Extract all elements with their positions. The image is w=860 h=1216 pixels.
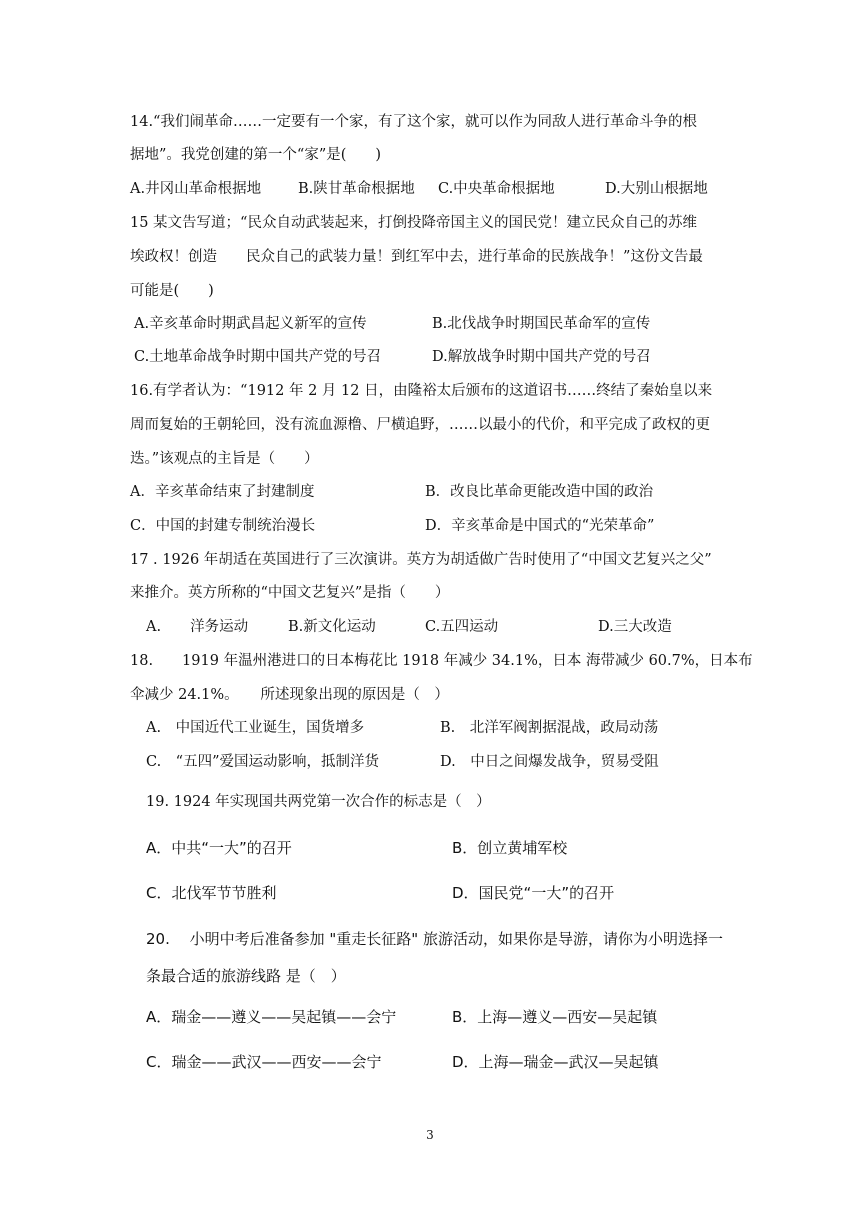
q19-option-c: C．北伐军节节胜利: [146, 884, 277, 902]
q20-stem-line-1: 20. 小明中考后准备参加 "重走长征路" 旅游活动，如果你是导游，请你为小明选择一: [146, 930, 723, 948]
q17-option-c: C.五四运动: [425, 619, 499, 635]
q19-option-b: B．创立黄埔军校: [452, 839, 568, 857]
q16-option-a: A．辛亥革命结束了封建制度: [130, 484, 315, 500]
q19-option-a: A．中共“一大”的召开: [146, 839, 292, 857]
q14-option-c: C.中央革命根据地: [438, 181, 555, 197]
q15-stem-line-3: 可能是( ): [130, 283, 214, 299]
q16-option-b: B．改良比革命更能改造中国的政治: [425, 484, 654, 500]
q18-option-b: B. 北洋军阀割据混战，政局动荡: [440, 720, 659, 736]
q14-option-b: B.陕甘革命根据地: [298, 181, 415, 197]
q19-stem-line-1: 19. 1924 年实现国共两党第一次合作的标志是（ ）: [146, 794, 491, 810]
q15-option-c: C.土地革命战争时期中国共产党的号召: [134, 349, 382, 365]
q14-stem-line-1: 14.“我们闹革命……一定要有一个家，有了这个家，就可以作为同敌人进行革命斗争的根: [130, 114, 697, 130]
q20-stem-line-2: 条最合适的旅游线路 是（ ）: [146, 967, 346, 985]
q20-option-d: D．上海—瑞金—武汉—吴起镇: [452, 1053, 659, 1071]
q14-option-a: A.井冈山革命根据地: [130, 181, 262, 197]
q17-stem-line-2: 来推介。英方所称的“中国文艺复兴”是指（ ）: [130, 585, 450, 601]
q20-option-c: C．瑞金——武汉——西安——会宁: [146, 1053, 382, 1071]
q17-option-d: D.三大改造: [598, 619, 672, 635]
q14-stem-line-2: 据地”。我党创建的第一个“家”是( ): [130, 147, 382, 163]
q17-option-a: A. 洋务运动: [146, 619, 249, 635]
q18-stem-line-2: 伞减少 24.1%。 所述现象出现的原因是（ ）: [130, 687, 449, 703]
q16-stem-line-3: 迭。”该观点的主旨是（ ）: [130, 451, 319, 467]
q16-option-d: D．辛亥革命是中国式的“光荣革命”: [425, 518, 655, 534]
q20-option-b: B．上海—遵义—西安—吴起镇: [452, 1008, 658, 1026]
q16-option-c: C．中国的封建专制统治漫长: [130, 518, 316, 534]
q15-option-d: D.解放战争时期中国共产党的号召: [432, 349, 651, 365]
q18-option-d: D. 中日之间爆发战争，贸易受阻: [440, 754, 659, 770]
q18-stem-line-1: 18. 1919 年温州港进口的日本梅花比 1918 年减少 34.1%，日本 海带减少 60.7%，日本布: [130, 653, 753, 669]
q18-option-a: A. 中国近代工业诞生，国货增多: [146, 720, 365, 736]
q14-option-d: D.大别山根据地: [605, 181, 708, 197]
q17-option-b: B.新文化运动: [288, 619, 376, 635]
q20-option-a: A．瑞金——遵义——吴起镇——会宁: [146, 1008, 397, 1026]
q15-option-a: A.辛亥革命时期武昌起义新军的宣传: [134, 316, 367, 332]
q17-stem-line-1: 17 . 1926 年胡适在英国进行了三次演讲。英方为胡适做广告时使用了“中国文艺复兴之父”: [130, 552, 712, 568]
q19-option-d: D．国民党“一大”的召开: [452, 884, 615, 902]
q16-stem-line-2: 周而复始的王朝轮回，没有流血源橹、尸横追野，……以最小的代价，和平完成了政权的更: [130, 417, 710, 433]
q18-option-c: C. “五四”爱国运动影响，抵制洋货: [146, 754, 380, 770]
page-number: 3: [426, 1128, 434, 1142]
q16-stem-line-1: 16.有学者认为：“1912 年 2 月 12 日，由隆裕太后颁布的这道诏书……终结了秦始皇以来: [130, 383, 713, 399]
q15-stem-line-2: 埃政权！创造 民众自己的武装力量！到红军中去，进行革命的民族战争！”这份文告最: [130, 249, 703, 265]
q15-stem-line-1: 15 某文告写道；“民众自动武装起来，打倒投降帝国主义的国民党！建立民众自己的苏维: [130, 215, 697, 231]
q15-option-b: B.北伐战争时期国民革命军的宣传: [432, 316, 651, 332]
